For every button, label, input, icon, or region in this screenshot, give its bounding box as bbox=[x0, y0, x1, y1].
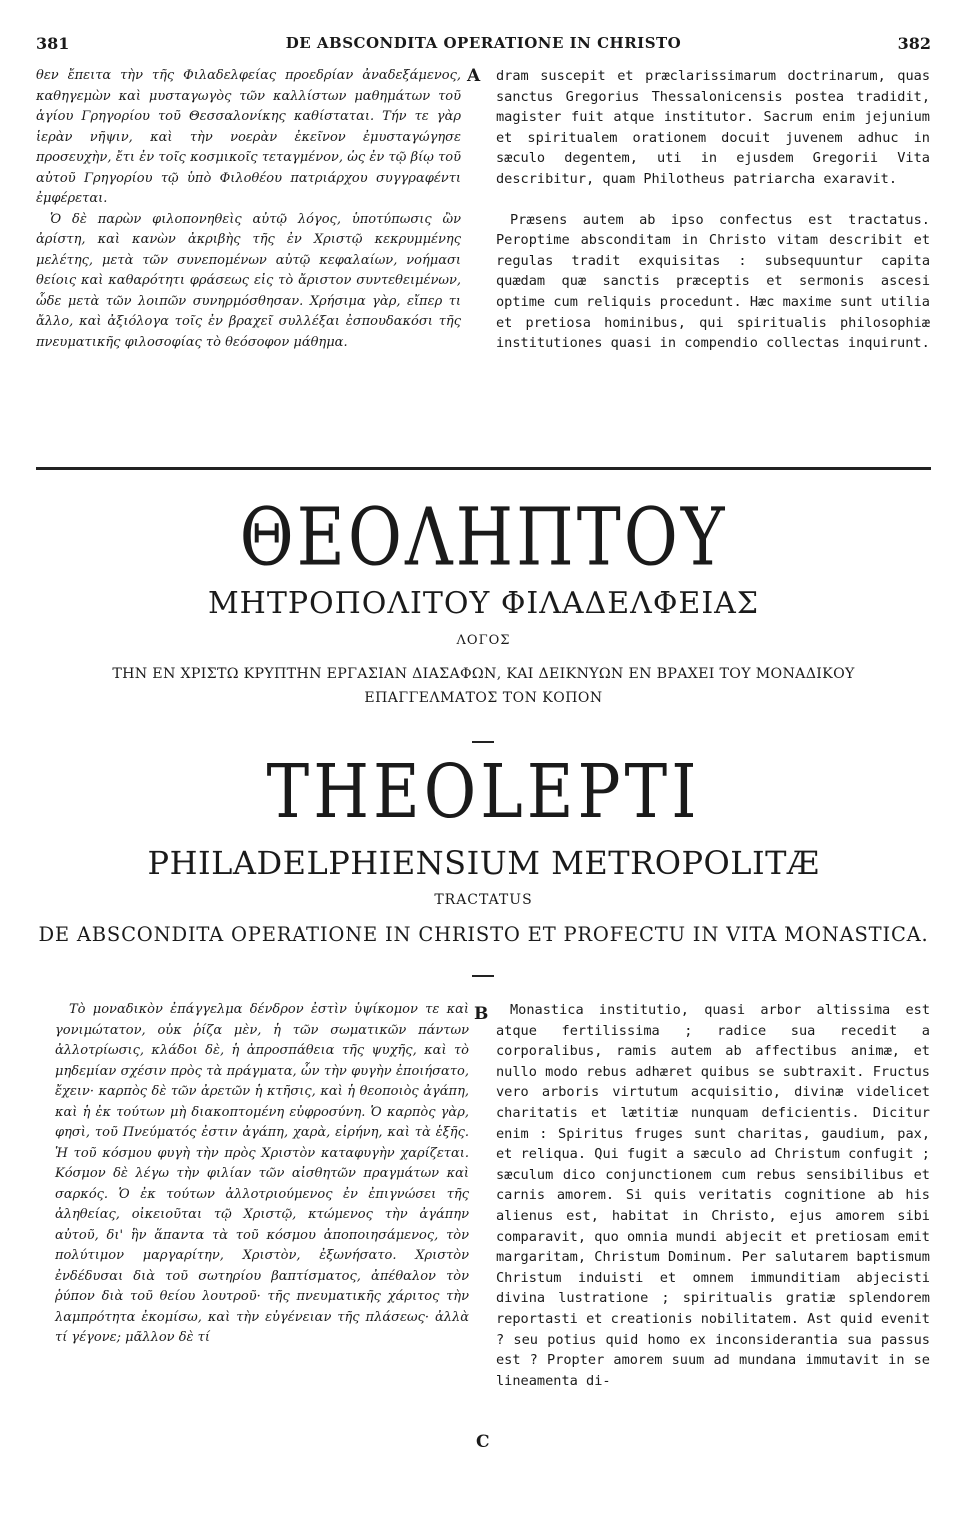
running-title: DE ABSCONDITA OPERATIONE IN CHRISTO bbox=[285, 34, 682, 52]
margin-letter-c: C bbox=[476, 1432, 490, 1452]
latin-column-bottom bbox=[496, 1000, 930, 1391]
text-divider-dash bbox=[472, 975, 494, 977]
latin-column-top bbox=[496, 66, 930, 354]
greek-subtitle-line-2: ΕΠΑΓΓΕΛΜΑΤΟΣ ΤΟΝ ΚΟΠΟΝ bbox=[364, 690, 603, 706]
latin-paragraph: dram suscepit et præclarissimarum doctrinarum, quas sanctus Gregorius Thessalonicensis postea tradidit, magister fuit atque institutor. Sacrum enim jejunium et spiritualem orationem docuit juvenem adhuc in sæculo degentem, uti in ejusdem Gregorii Vita describitur, quam Philotheus patriarcha exaravit. bbox=[496, 68, 930, 187]
greek-title: ΘΕΟΛΗΠΤΟΥ bbox=[239, 491, 728, 584]
latin-title: THEOLEPTI bbox=[266, 750, 701, 836]
margin-letter-b: B bbox=[474, 1004, 489, 1024]
greek-body-paragraph: Τὸ μοναδικὸν ἐπάγγελμα δένδρον ἐστὶν ὑψίκομον τε καὶ γονιμώτατον, οὐκ ῥίζα μὲν, ἡ τῶν σωματικῶν πάντων ἀλλοτρίωσις, κλάδοι δὲ, ἡ ἀπροσπάθεια τῆς ψυχῆς, καὶ τὸ μηδεμίαν σχέσιν πρὸς τὰ πράγματα, ὧν τὴν φυγὴν ἐποιήσατο, ἔχειν· καρπὸς δὲ τῶν ἀρετῶν ἡ κτῆσις, καὶ ἡ θεοποιὸς ἀγάπη, καὶ ἡ ἐκ τούτων μὴ διακοπτομένη εὐφροσύνη. Ὁ καρπὸς γὰρ, φησὶ, τοῦ Πνεύματός ἐστιν ἀγάπη, χαρὰ, εἰρήνη, καὶ τὰ ἑξῆς. Ἡ τοῦ κόσμου φυγὴ τὴν πρὸς Χριστὸν καταφυγὴν χαρίζεται. Κόσμον δὲ λέγω τὴν φιλίαν τῶν αἰσθητῶν πραγμάτων καὶ σαρκός. Ὁ ἐκ τούτων ἀλλοτριούμενος ἐν ἐπιγνώσει τῆς ἀληθείας, οἰκειοῦται τῷ Χριστῷ, κτώμενος τὴν ἀγάπην αὐτοῦ, δι' ἣν ἅπαντα τὰ τοῦ κόσμου ἀποποιησάμενος, τὸν πολύτιμον μαργαρίτην, Χριστὸν, ἐξωνήσατο. Χριστὸν ἐνδέδυσαι διὰ τοῦ σωτηρίου βαπτίσματος, ἀπέθαλον τὸν ῥύπον διὰ τοῦ θείου λουτροῦ· τῆς πνευματικῆς χάριτος τὴν λαμπρότητα ἐκομίσω, καὶ τὴν εὐγένειαν τῆς πλάσεως· ἀλλὰ τί γέγονε; μᾶλλον δὲ τί bbox=[55, 1002, 469, 1345]
latin-paragraph: Præsens autem ab ipso confectus est tractatus. Peroptime absconditam in Christo vitam describit et regulas tradit exquisitas : subsequuntur capita quædam quæ sanctis præceptis et sermonis ascesi optime cum reliquis procedunt. Hæc maxime sunt utilia et pretiosa hominibus, qui spiritualis philosophiæ institutiones quasi in compendio collectas inquirunt. bbox=[496, 211, 930, 352]
title-divider-dash bbox=[472, 741, 494, 743]
latin-tractatus-heading: TRACTATUS bbox=[434, 892, 533, 908]
greek-column-top bbox=[36, 66, 461, 353]
latin-body-paragraph: Monastica institutio, quasi arbor altissima est atque fertilissima ; radice sua recedit a corporalibus, ramis autem ab affectibus animæ, et nullo modo rebus adhæret quibus se subtraxit. Fructus vero arboris virtutum acquisitio, divinæ videlicet charitatis et lætitiæ nunquam deficientis. Dicitur enim : Spiritus fruges sunt charitas, gaudium, pax, et reliqua. Qui fugit a sæculo ad Christum confugit ; sæculum dico conjunctionem cum rebus sensibilibus et carnis amorem. Si quis veritatis cognitione ab his alienus est, habitat in Christo, ejus amorem sibi comparavit, quo omnia mundi abjecit et pretiosam emit margaritam, Christum Dominum. Per salutarem baptismum Christum induisti et omnem immunditiam abjecisti divina lustratione ; spiritualis gratiæ splendorem reportasti et creationis nobilitatem. Ast quid evenit ? seu potius quid homo ex inconsiderantia sua passus est ? Propter amorem suum ad mundana immutavit in se lineamenta di- bbox=[496, 1002, 930, 1389]
section-rule bbox=[36, 467, 931, 470]
greek-logos-heading: ΛΟΓΟΣ bbox=[456, 633, 511, 648]
running-head bbox=[36, 34, 931, 56]
greek-office-title: ΜΗΤΡΟΠΟΛΙΤΟΥ ΦΙΛΑΔΕΛΦΕΙΑΣ bbox=[207, 586, 760, 621]
left-page-number: 381 bbox=[36, 34, 70, 53]
greek-paragraph: θεν ἔπειτα τὴν τῆς Φιλαδελφείας προεδρίαν ἀναδεξάμενος, καθηγεμὼν καὶ μυσταγωγὸς τῶν καλλίστων μαθημάτων τοῦ ἁγίου Γρηγορίου τοῦ Θεσσαλονίκης καθίσταται. Τήν τε γὰρ ἱερὰν νῆψιν, καὶ τὴν νοερὰν ἐκεῖνον ἐμυσταγώγησε προσευχὴν, ἔτι ἐν τοῖς κοσμικοῖς τεταγμένον, ὡς ἐν τῷ βίῳ τοῦ αὐτοῦ Γρηγορίου τῷ ὑπὸ Φιλοθέου πατριάρχου συγγραφέντι ἐμφέρεται. bbox=[36, 68, 461, 206]
latin-office-title: PHILADELPHIENSIUM METROPOLITÆ bbox=[147, 844, 820, 882]
latin-subtitle-line: DE ABSCONDITA OPERATIONE IN CHRISTO ET PROFECTU IN VITA MONASTICA. bbox=[38, 923, 929, 946]
greek-paragraph: Ὁ δὲ παρὼν φιλοπονηθεὶς αὐτῷ λόγος, ὑποτύπωσις ὢν ἀρίστη, καὶ κανὼν ἀκριβὴς τῆς ἐν Χριστῷ κεκρυμμένης μελέτης, μετὰ τῶν συνεπομένων αὐτῷ κεφαλαίων, νοήμασι θείοις καὶ καθαρότητι φράσεως εἰς τὸ ἄριστον συντεθειμένων, ὧδε μετὰ τῶν λοιπῶν συνηρμόσθησαν. Χρήσιμα γὰρ, εἴπερ τι ἄλλο, καὶ ἀξιόλογα τοῖς ἐν βραχεῖ συλλέξαι ἐσπουδακόσι τῆς πνευματικῆς φιλοσοφίας τὸ θεόσοφον μάθημα. bbox=[36, 211, 461, 350]
greek-subtitle-line-1: ΤΗΝ ΕΝ ΧΡΙΣΤΩ ΚΡΥΠΤΗΝ ΕΡΓΑΣΙΑΝ ΔΙΑΣΑΦΩΝ, ΚΑΙ ΔΕΙΚΝΥΩΝ ΕΝ ΒΡΑΧΕΙ ΤΟΥ ΜΟΝΑΔΙΚΟΥ bbox=[112, 666, 855, 682]
margin-letter-a: A bbox=[467, 66, 481, 86]
right-page-number: 382 bbox=[897, 34, 931, 53]
greek-column-bottom bbox=[55, 1000, 469, 1349]
